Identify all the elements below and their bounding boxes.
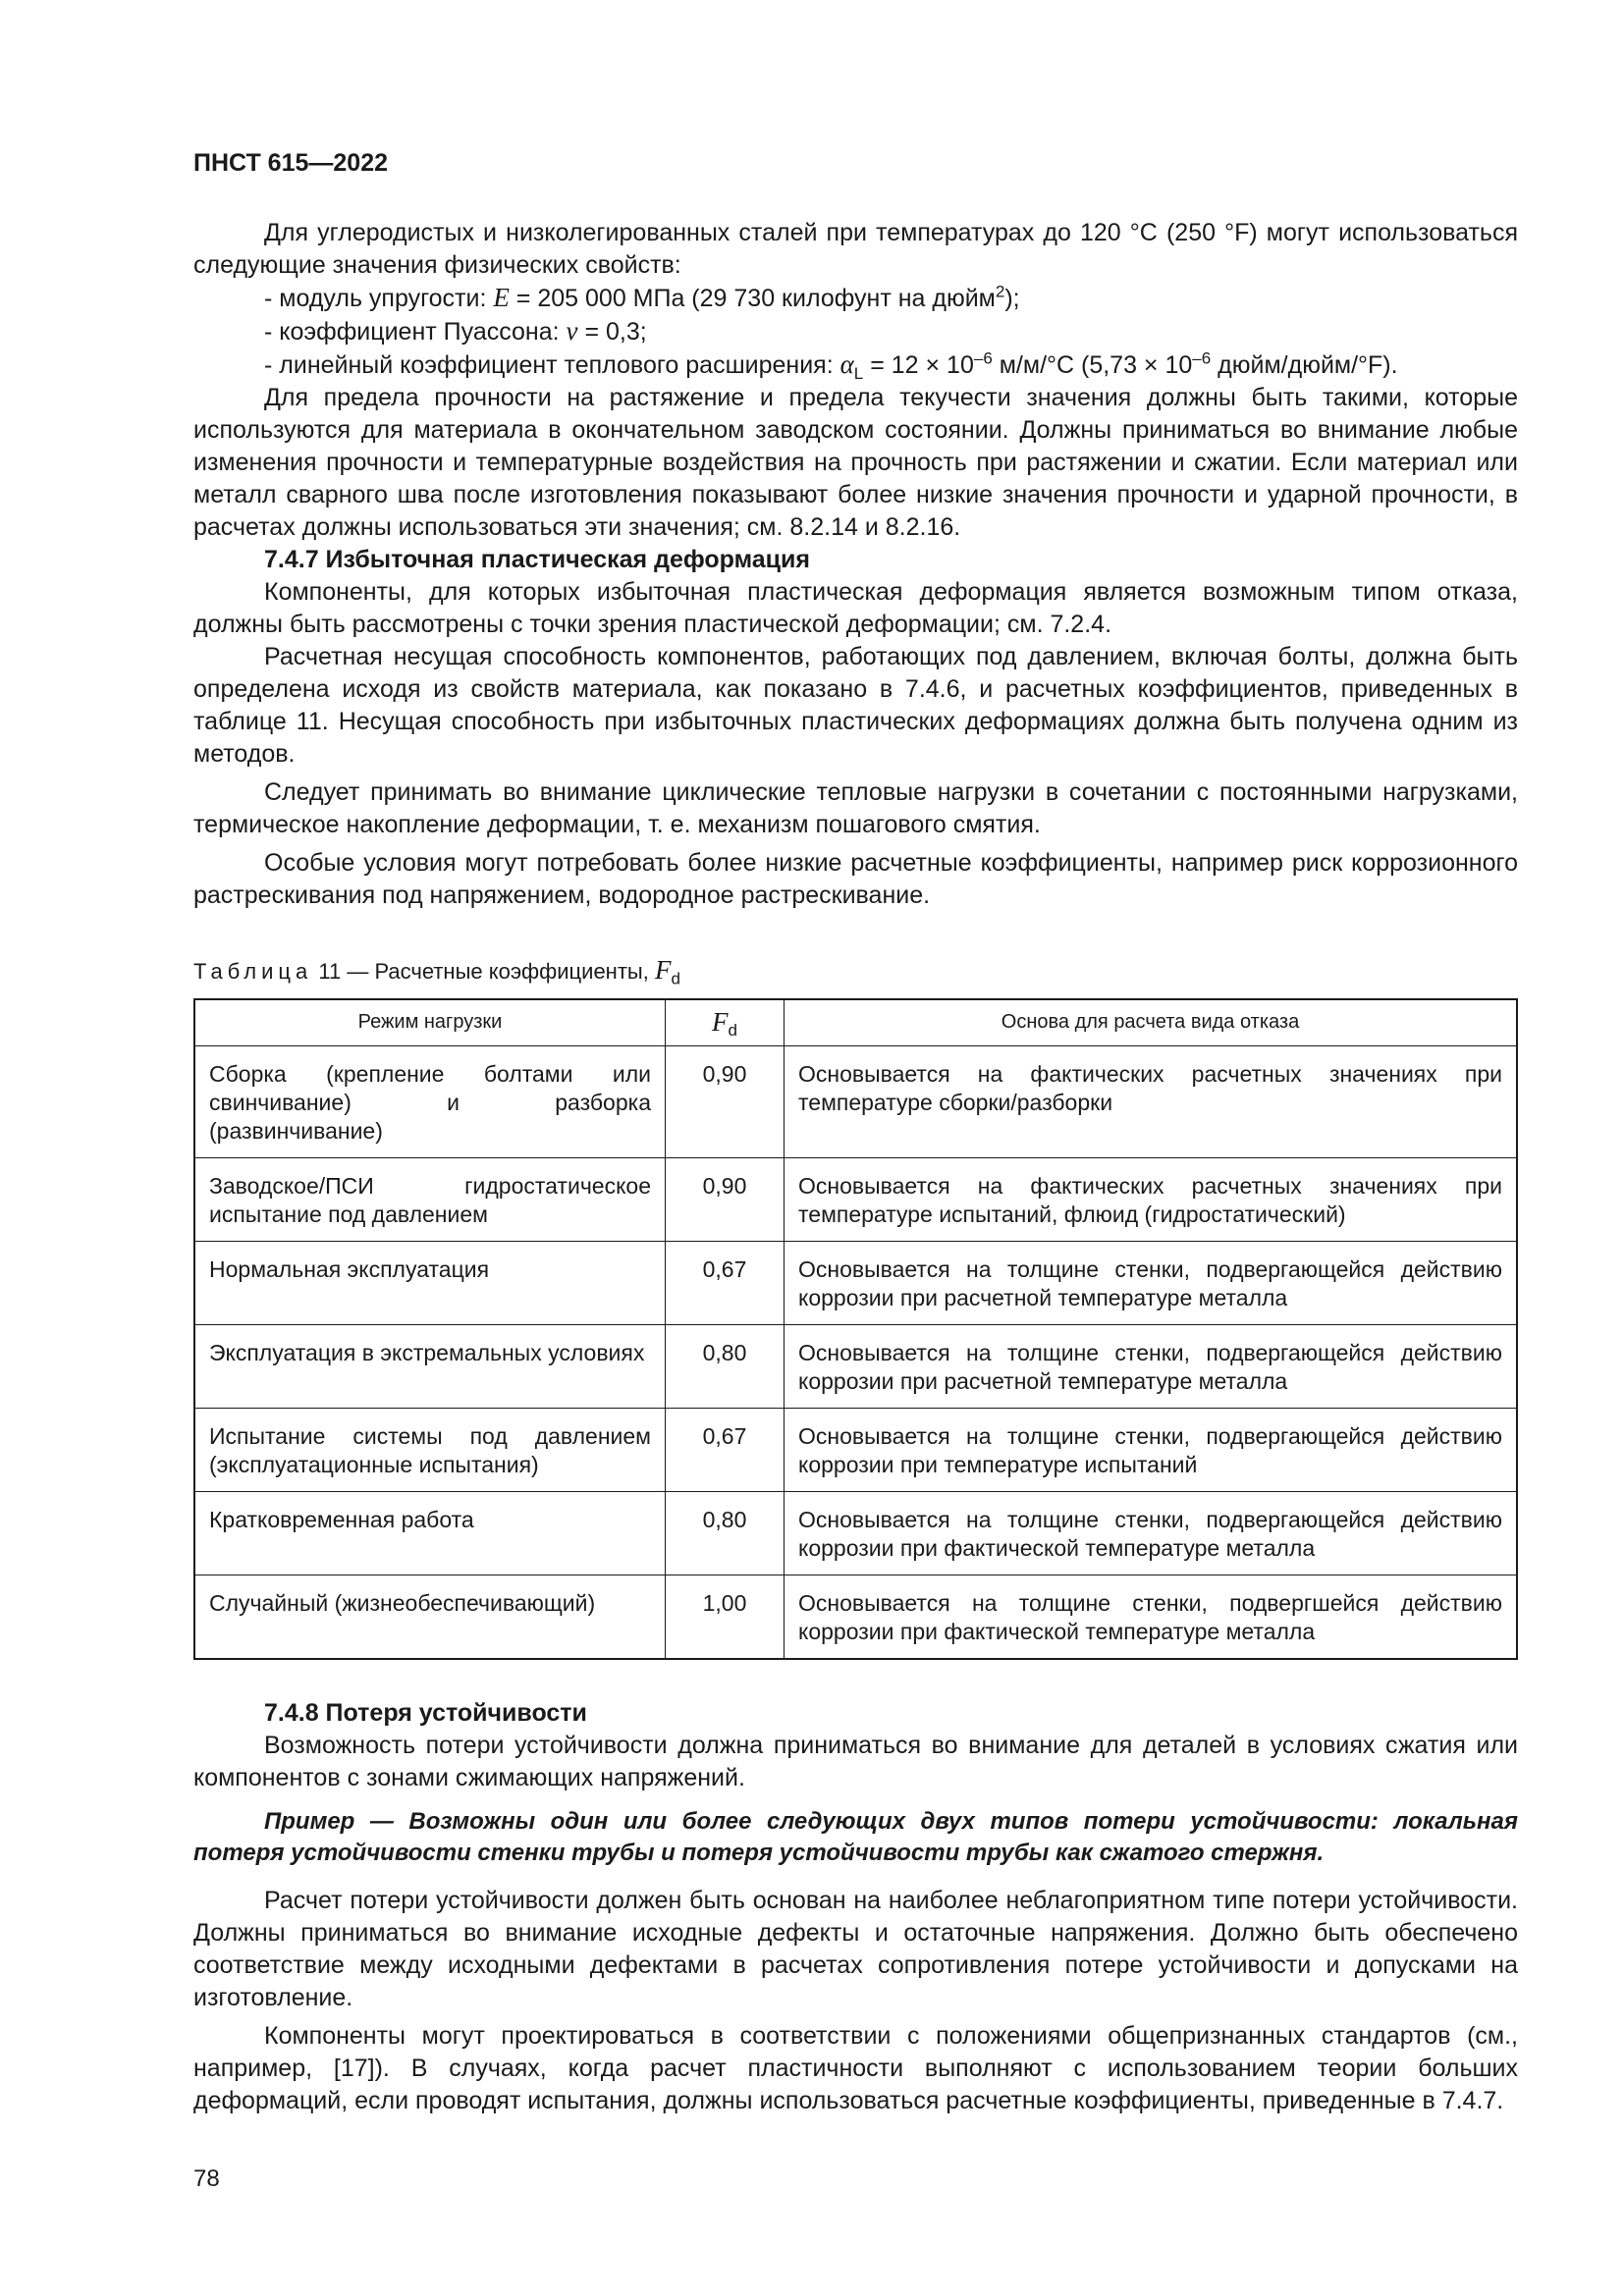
table-row <box>194 1242 1517 1325</box>
cell-basis: Основывается на толщине стенки, подвергающейся действию коррозии при расчетной температуре металла <box>785 1242 1518 1325</box>
intro-paragraph: Для углеродистых и низколегированных сталей при температурах до 120 °С (250 °F) могут использоваться следующие значения физических свойств: <box>193 219 1518 279</box>
section-heading-747: 7.4.7 Избыточная пластическая деформация <box>264 546 810 573</box>
document-header: ПНСТ 615—2022 <box>193 149 388 177</box>
cell-fd: 0,67 <box>666 1409 785 1492</box>
cell-mode: Нормальная эксплуатация <box>194 1242 666 1325</box>
cell-mode: Заводское/ПСИ гидростатическое испытание под давлением <box>194 1158 666 1242</box>
paragraph: Следует принимать во внимание циклические тепловые нагрузки в сочетании с постоянными нагрузками, термическое накопление деформации, т. е. механизм пошагового смятия. <box>193 778 1518 838</box>
column-header-fd: $F_d$ <box>666 999 785 1046</box>
cell-mode: Случайный (жизнеобеспечивающий) <box>194 1575 666 1660</box>
cell-fd: 1,00 <box>666 1575 785 1660</box>
table-caption: Таблица 11 — Расчетные коэффициенты, $F_d$ <box>193 955 680 988</box>
cell-basis: Основывается на толщине стенки, подвергшейся действию коррозии при фактической температуре металла <box>785 1575 1518 1660</box>
cell-fd: 0,67 <box>666 1242 785 1325</box>
modulus-line: - модуль упругости: E = 205 000 МПа (29 730 килофунт на дюйм$^2$); <box>264 282 1020 312</box>
page-number: 78 <box>193 2165 220 2192</box>
cell-basis: Основывается на толщине стенки, подвергающейся действию коррозии при температуре испытаний <box>785 1409 1518 1492</box>
paragraph: Возможность потери устойчивости должна приниматься во внимание для деталей в условиях сжатия или компонентов с зонами сжимающих напряжений. <box>193 1732 1518 1791</box>
cell-basis: Основывается на фактических расчетных значениях при температуре испытаний, флюид (гидростатический) <box>785 1158 1518 1242</box>
table-row <box>194 1325 1517 1409</box>
table-row <box>194 1492 1517 1575</box>
paragraph: Компоненты, для которых избыточная пластическая деформация является возможным типом отказа, должны быть рассмотрены с точки зрения пластической деформации; см. 7.2.4. <box>193 578 1518 638</box>
expansion-line: - линейный коэффициент теплового расширения: $\alpha_L = 12 \times 10^{-6}$ м/м/°С ($5,73 \times 10^{-6}$ дюйм/дюйм/°F). <box>264 348 1398 383</box>
paragraph: Особые условия могут потребовать более низкие расчетные коэффициенты, например риск коррозионного растрескивания под напряжением, водородное растрескивание. <box>193 849 1518 909</box>
cell-mode: Сборка (крепление болтами или свинчивание) и разборка (развинчивание) <box>194 1046 666 1158</box>
cell-fd: 0,90 <box>666 1158 785 1242</box>
table-header-row <box>194 999 1517 1046</box>
paragraph: Компоненты могут проектироваться в соответствии с положениями общепризнанных стандартов (см., например, [17]). В случаях, когда расчет пластичности выполняют с использованием теории больших деформаций, если проводят испытания, должны использоваться расчетные коэффициенты, приведенные в 7.4.7. <box>193 2022 1518 2114</box>
table-row <box>194 1409 1517 1492</box>
cell-basis: Основывается на толщине стенки, подвергающейся действию коррозии при расчетной температуре металла <box>785 1325 1518 1409</box>
column-header-basis: Основа для расчета вида отказа <box>785 999 1518 1046</box>
cell-mode: Эксплуатация в экстремальных условиях <box>194 1325 666 1409</box>
table-row <box>194 1158 1517 1242</box>
column-header-mode: Режим нагрузки <box>194 999 666 1046</box>
paragraph: Расчетная несущая способность компонентов, работающих под давлением, включая болты, должна быть определена исходя из свойств материала, как показано в 7.4.6, и расчетных коэффициентов, приведенных в таблице 11. Несущая способность при избыточных пластических деформациях должна быть получена одним из методов. <box>193 643 1518 768</box>
example-note: Пример — Возможны один или более следующих двух типов потери устойчивости: локальная потеря устойчивости стенки трубы и потеря устойчивости трубы как сжатого стержня. <box>193 1808 1518 1866</box>
cell-mode: Кратковременная работа <box>194 1492 666 1575</box>
strength-paragraph: Для предела прочности на растяжение и предела текучести значения должны быть такими, которые используются для материала в окончательном заводском состоянии. Должны приниматься во внимание любые изменения прочности и температурные воздействия на прочность при растяжении и сжатии. Если материал или металл сварного шва после изготовления показывают более низкие значения прочности и ударной прочности, в расчетах должны использоваться эти значения; см. 8.2.14 и 8.2.16. <box>193 384 1518 541</box>
cell-fd: 0,90 <box>666 1046 785 1158</box>
design-factors-table <box>193 998 1518 1660</box>
paragraph: Расчет потери устойчивости должен быть основан на наиболее неблагоприятном типе потери устойчивости. Должны приниматься во внимание исходные дефекты и остаточные напряжения. Должно быть обеспечено соответствие между исходными дефектами в расчетах сопротивления потере устойчивости и допусками на изготовление. <box>193 1887 1518 2011</box>
cell-basis: Основывается на толщине стенки, подвергающейся действию коррозии при фактической температуре металла <box>785 1492 1518 1575</box>
cell-basis: Основывается на фактических расчетных значениях при температуре сборки/разборки <box>785 1046 1518 1158</box>
cell-fd: 0,80 <box>666 1492 785 1575</box>
cell-fd: 0,80 <box>666 1325 785 1409</box>
poisson-line: - коэффициент Пуассона: ν = 0,3; <box>264 316 647 346</box>
table-row <box>194 1575 1517 1660</box>
section-heading-748: 7.4.8 Потеря устойчивости <box>264 1699 587 1727</box>
table-row <box>194 1046 1517 1158</box>
cell-mode: Испытание системы под давлением (эксплуатационные испытания) <box>194 1409 666 1492</box>
